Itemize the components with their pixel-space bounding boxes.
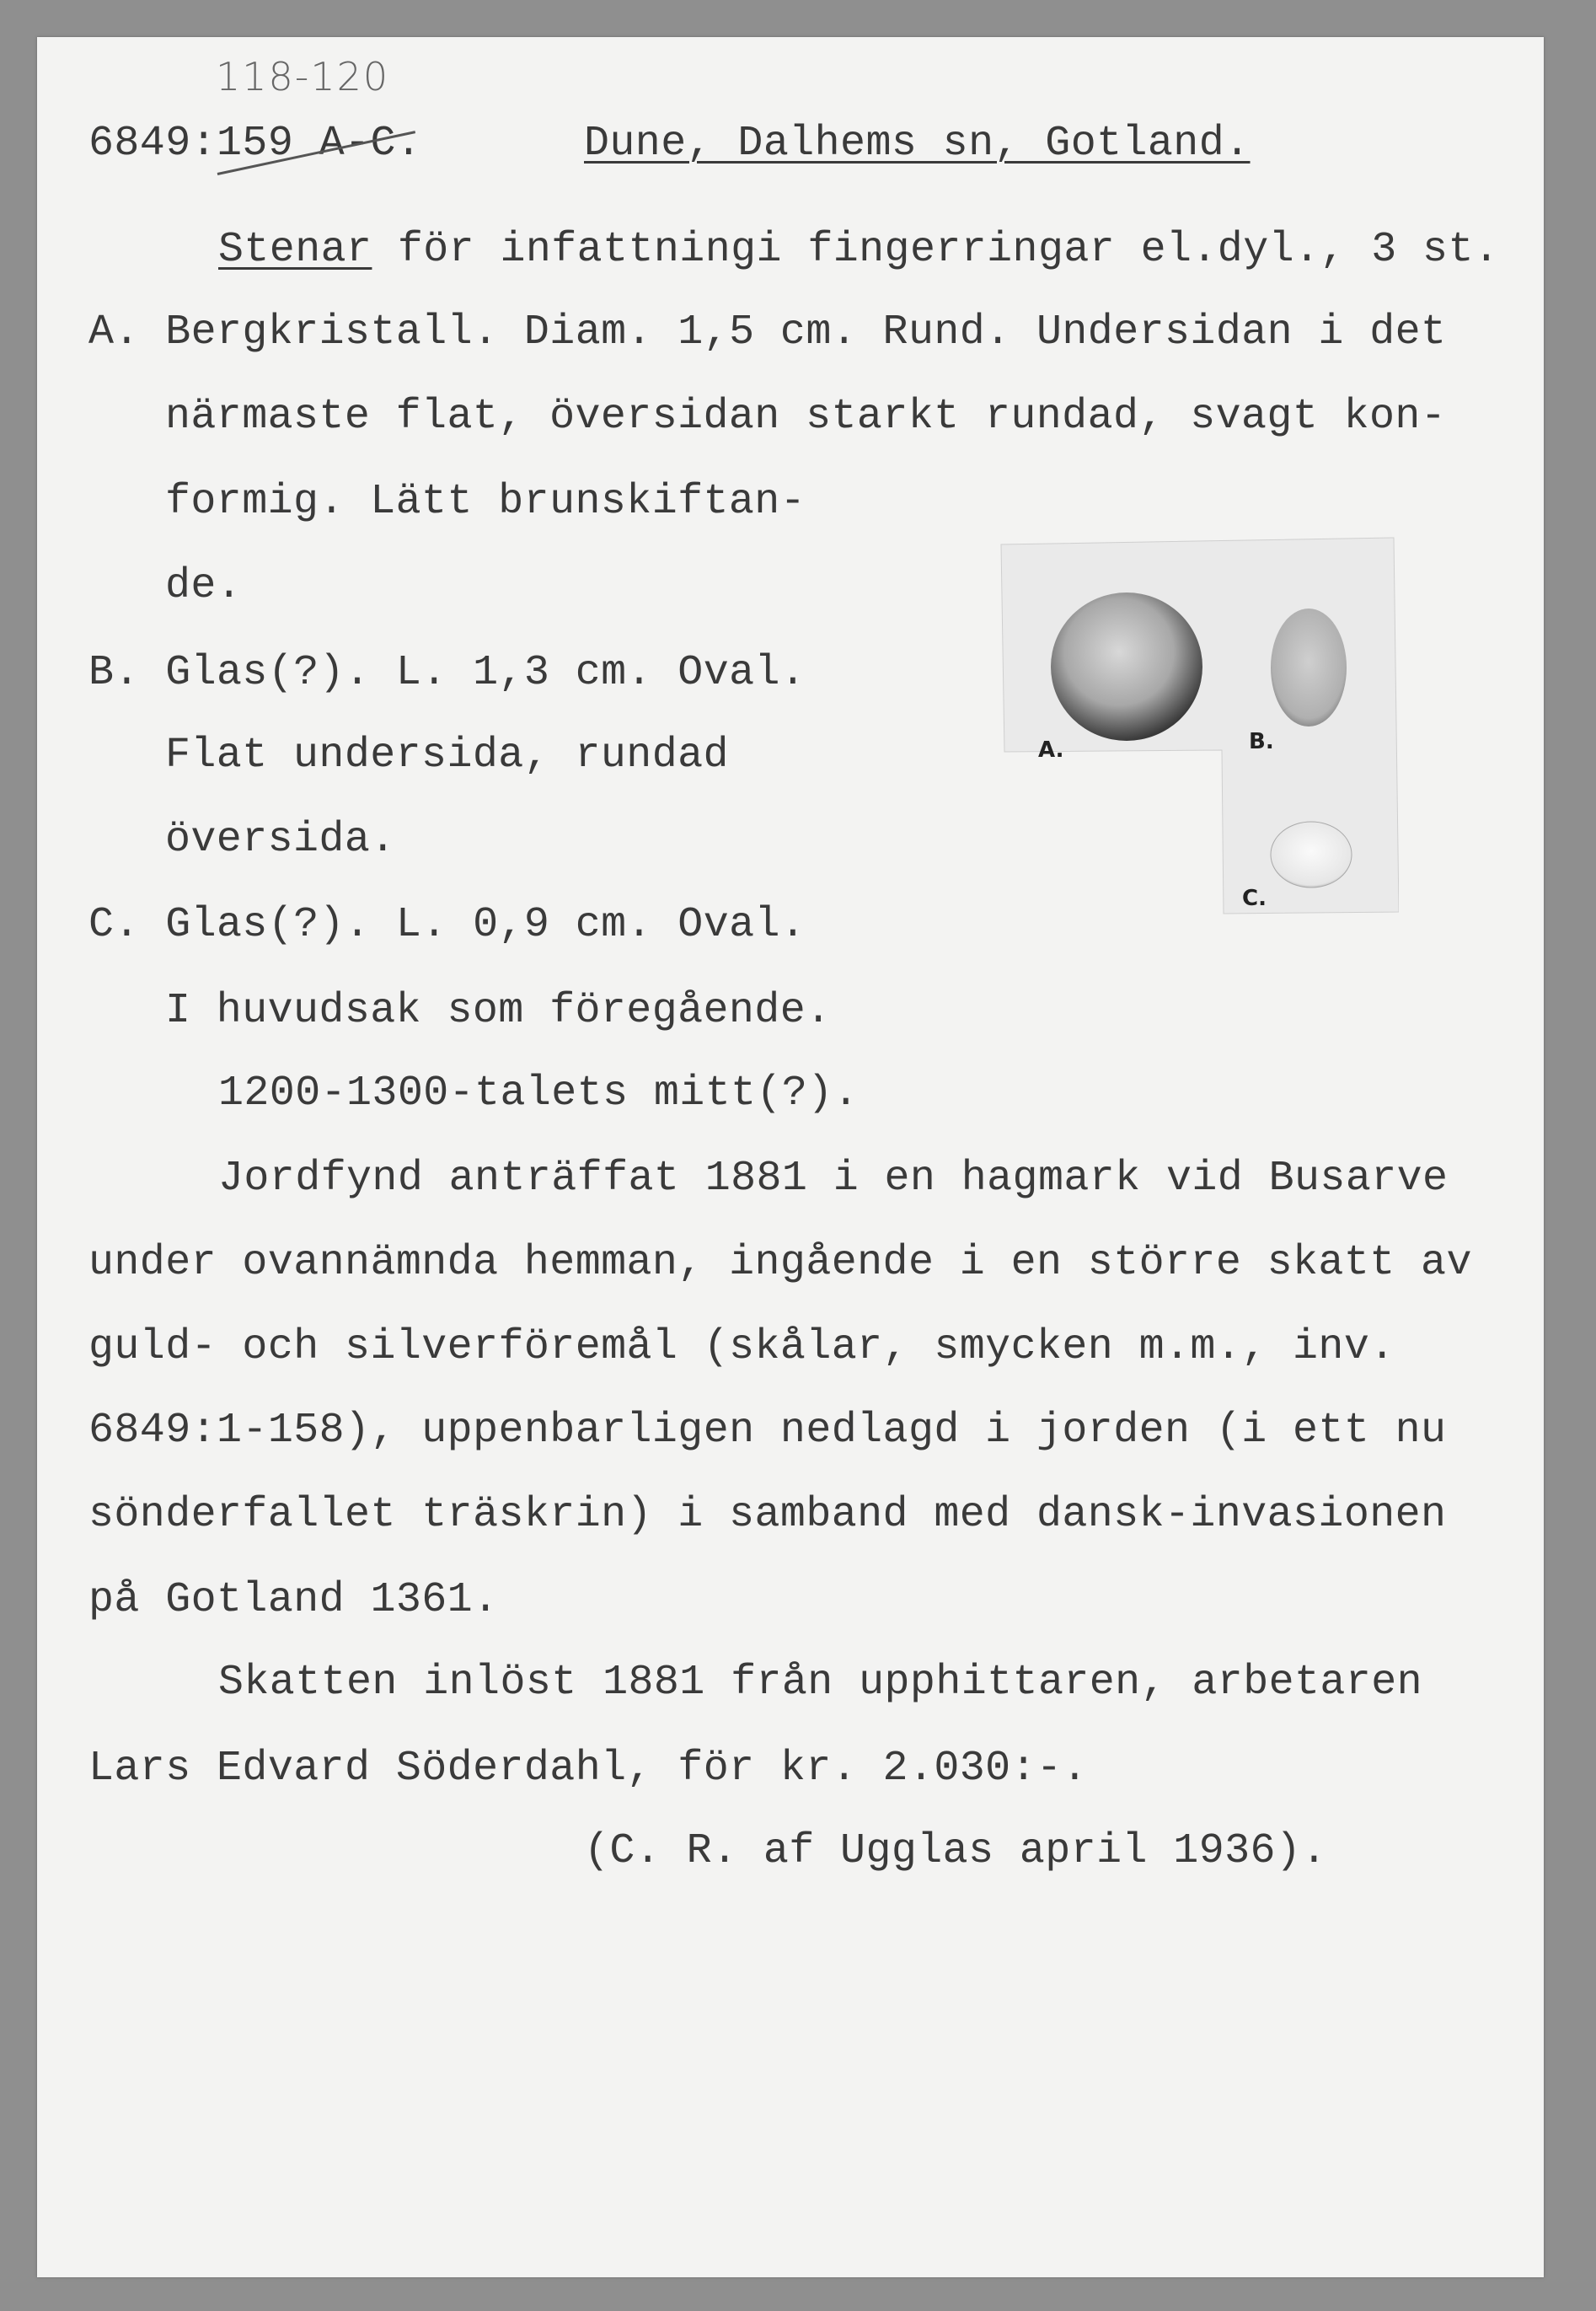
text-line: I huvudsak som föregående. — [165, 987, 832, 1035]
text-line: under ovannämnda hemman, ingående i en större skatt av — [88, 1239, 1472, 1287]
text-line: C. Glas(?). L. 0,9 cm. Oval. — [88, 901, 806, 949]
text-line: A. Bergkristall. Diam. 1,5 cm. Rund. Undersidan i det — [88, 308, 1447, 357]
stone-b — [1271, 609, 1347, 727]
text-line: guld- och silverföremål (skålar, smycken m.m., inv. — [88, 1323, 1395, 1371]
inventory-number: 6849:159 A-C. — [88, 120, 422, 168]
text-line: Flat undersida, rundad — [165, 732, 729, 780]
text-line: på Gotland 1361. — [88, 1576, 499, 1624]
handwritten-number: 118-120 — [216, 54, 390, 99]
label-c: C. — [1242, 886, 1267, 911]
dating-line: 1200-1300-talets mitt(?). — [218, 1070, 860, 1118]
text-line: översida. — [165, 816, 396, 864]
card-title — [218, 225, 1499, 276]
stones-photograph — [998, 536, 1399, 915]
text-line: formig. Lätt brunskiftan- — [165, 478, 806, 526]
title-underlined: Stenar — [218, 226, 372, 274]
text-line: B. Glas(?). L. 1,3 cm. Oval. — [88, 649, 806, 697]
text-line: Jordfynd anträffat 1881 i en hagmark vid Busarve — [218, 1155, 1449, 1203]
label-a: A. — [1038, 737, 1064, 763]
find-location: Dune, Dalhems sn, Gotland. — [584, 120, 1251, 168]
text-line: Skatten inlöst 1881 från upphittaren, arbetaren — [218, 1659, 1423, 1707]
stone-a — [1051, 592, 1202, 741]
signature-line: (C. R. af Ugglas april 1936). — [584, 1827, 1327, 1875]
text-line: de. — [165, 562, 243, 610]
stone-c — [1271, 822, 1352, 887]
text-line: 6849:1-158), uppenbarligen nedlagd i jorden (i ett nu — [88, 1407, 1447, 1455]
text-line: närmaste flat, översidan starkt rundad, svagt kon- — [165, 393, 1447, 441]
text-line: Lars Edvard Söderdahl, för kr. 2.030:-. — [88, 1745, 1088, 1793]
title-rest: för infattningi fingerringar el.dyl., 3 st. — [372, 226, 1500, 274]
label-b: B. — [1249, 729, 1274, 754]
text-line: sönderfallet träskrin) i samband med dansk-invasionen — [88, 1491, 1447, 1539]
